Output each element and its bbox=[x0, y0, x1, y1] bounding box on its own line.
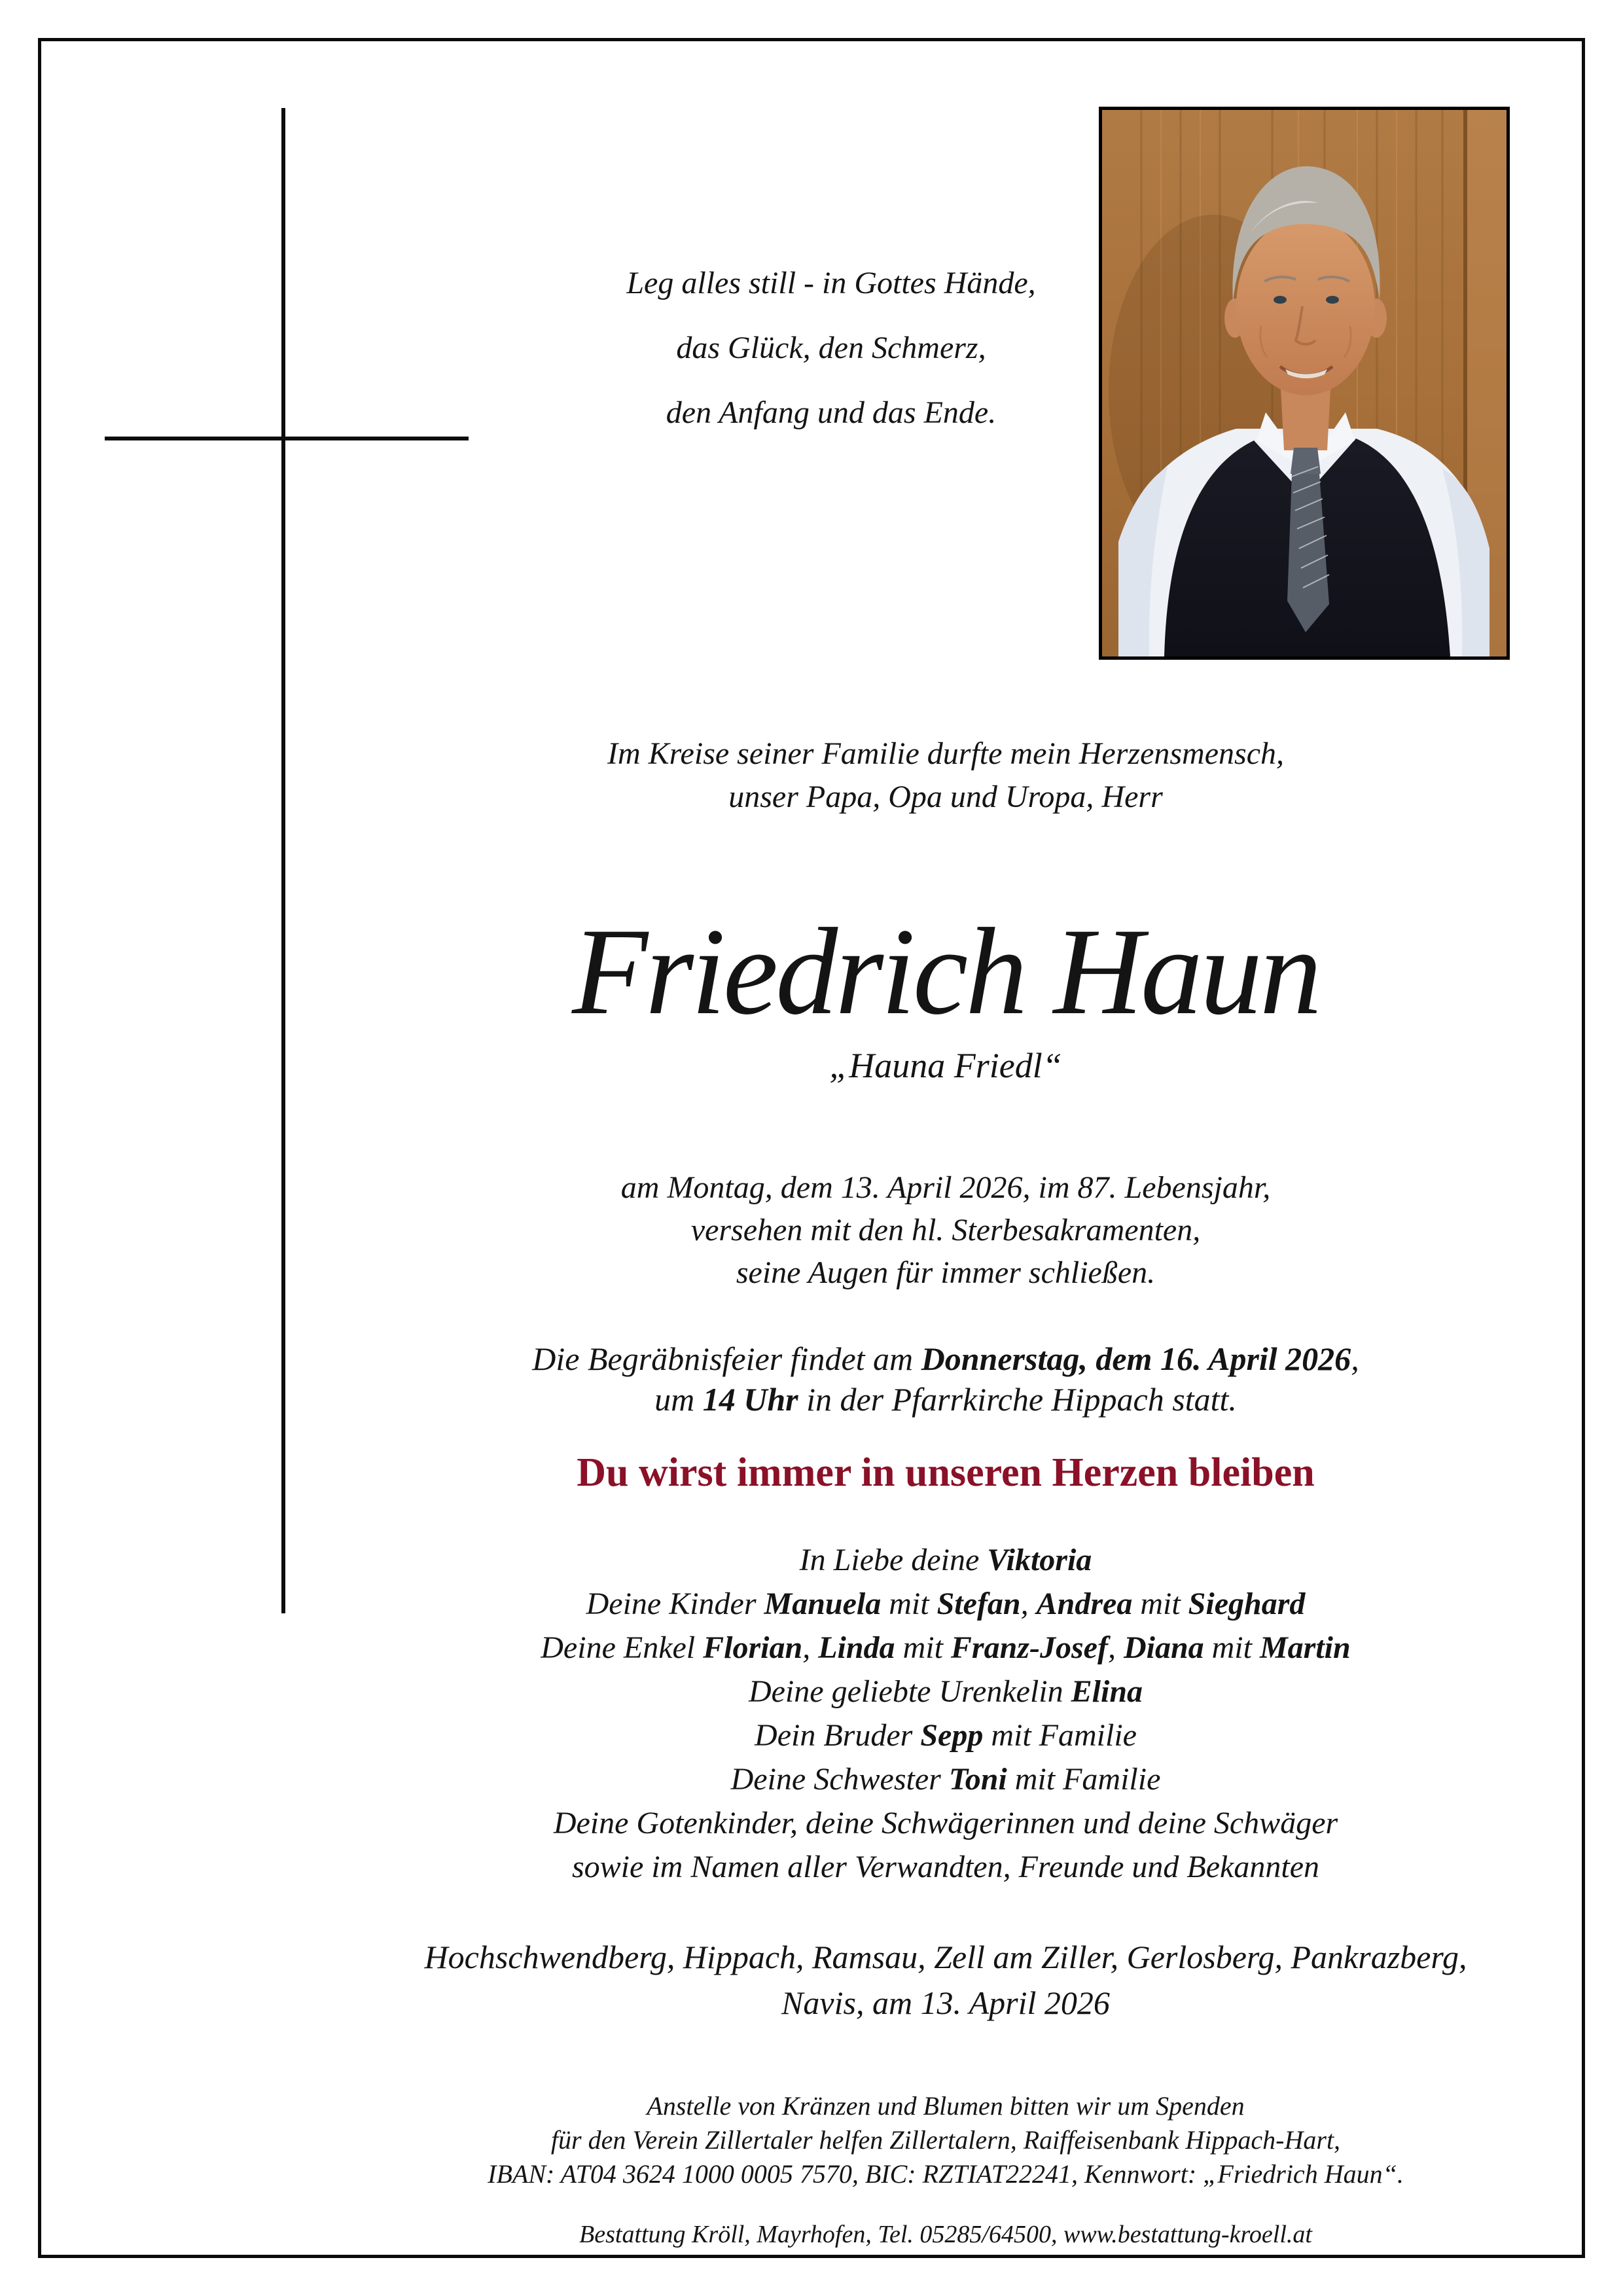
text-segment: in der Pfarrkirche Hippach statt. bbox=[798, 1381, 1237, 1418]
text-segment: mit bbox=[1204, 1630, 1260, 1665]
mourner-line bbox=[308, 1626, 1584, 1670]
intro-line: Im Kreise seiner Familie durfte mein Herzensmensch, bbox=[607, 736, 1284, 771]
text-segment: um bbox=[654, 1381, 703, 1418]
mourning-cross-horizontal bbox=[105, 437, 469, 440]
text-segment: , bbox=[802, 1630, 819, 1665]
poem-line: Leg alles still - in Gottes Hände, bbox=[626, 266, 1036, 300]
emphasized-name: Linda bbox=[818, 1630, 895, 1665]
donation-line: für den Verein Zillertaler helfen Zillertalern, Raiffeisenbank Hippach-Hart, bbox=[550, 2125, 1341, 2155]
deceased-nickname: „Hauna Friedl“ bbox=[829, 1046, 1062, 1085]
emphasized-name: Sieghard bbox=[1188, 1587, 1306, 1621]
portrait-illustration bbox=[1102, 110, 1507, 656]
death-line: am Montag, dem 13. April 2026, im 87. Lebensjahr, bbox=[620, 1170, 1271, 1205]
emphasized-name: Elina bbox=[1071, 1674, 1143, 1709]
text-segment: Deine Enkel bbox=[541, 1630, 704, 1665]
emphasized-name: Toni bbox=[948, 1762, 1007, 1797]
death-line: seine Augen für immer schließen. bbox=[736, 1255, 1156, 1290]
emphasized-name: 14 Uhr bbox=[702, 1381, 798, 1418]
mourner-line bbox=[308, 1538, 1584, 1582]
death-notice-block bbox=[308, 1166, 1584, 1294]
portrait-photo bbox=[1099, 107, 1510, 660]
mourners-block bbox=[308, 1538, 1584, 1889]
text-segment: Die Begräbnisfeier findet am bbox=[532, 1340, 921, 1377]
text-segment: Deine Gotenkinder, deine Schwägerinnen und deine Schwäger bbox=[553, 1806, 1338, 1840]
donation-line: IBAN: AT04 3624 1000 0005 7570, BIC: RZTIAT22241, Kennwort: „Friedrich Haun“. bbox=[488, 2159, 1404, 2189]
donation-line: Anstelle von Kränzen und Blumen bitten wir um Spenden bbox=[647, 2091, 1245, 2121]
text-segment: Deine geliebte Urenkelin bbox=[748, 1674, 1071, 1709]
emphasized-name: Stefan bbox=[936, 1587, 1021, 1621]
emphasized-name: Franz-Josef bbox=[950, 1630, 1108, 1665]
text-segment: mit Familie bbox=[983, 1718, 1137, 1753]
remembrance-line: Du wirst immer in unseren Herzen bleiben bbox=[577, 1450, 1315, 1495]
poem-line: den Anfang und das Ende. bbox=[666, 395, 997, 430]
text-segment: Deine Schwester bbox=[730, 1762, 949, 1797]
emphasized-name: Sepp bbox=[920, 1718, 984, 1753]
mourner-line bbox=[308, 1801, 1584, 1845]
text-segment: Dein Bruder bbox=[755, 1718, 921, 1753]
text-segment: Deine Kinder bbox=[586, 1587, 764, 1621]
donation-block bbox=[308, 2089, 1584, 2191]
funeral-info-block bbox=[308, 1338, 1584, 1420]
mourner-line bbox=[308, 1582, 1584, 1626]
emphasized-name: Martin bbox=[1259, 1630, 1351, 1665]
text-segment: mit Familie bbox=[1007, 1762, 1161, 1797]
funeral-line bbox=[308, 1379, 1584, 1420]
intro-line: unser Papa, Opa und Uropa, Herr bbox=[728, 780, 1163, 814]
text-segment: mit bbox=[881, 1587, 937, 1621]
deceased-name: Friedrich Haun bbox=[572, 903, 1319, 1041]
emphasized-name: Viktoria bbox=[987, 1543, 1092, 1577]
text-segment: , bbox=[1107, 1630, 1124, 1665]
text-segment: mit bbox=[895, 1630, 951, 1665]
places-date-block bbox=[308, 1934, 1584, 2026]
places-line: Hochschwendberg, Hippach, Ramsau, Zell am Ziller, Gerlosberg, Pankrazberg, bbox=[424, 1939, 1467, 1975]
funeral-line bbox=[308, 1338, 1584, 1379]
intro-block bbox=[308, 732, 1584, 819]
emphasized-name: Florian bbox=[703, 1630, 803, 1665]
death-line: versehen mit den hl. Sterbesakramenten, bbox=[690, 1213, 1201, 1247]
mourning-cross-vertical bbox=[281, 108, 285, 1613]
text-segment: mit bbox=[1132, 1587, 1188, 1621]
emphasized-name: Diana bbox=[1123, 1630, 1204, 1665]
emphasized-name: Donnerstag, dem 16. April 2026 bbox=[921, 1340, 1351, 1377]
mourner-line bbox=[308, 1670, 1584, 1713]
mourner-line bbox=[308, 1845, 1584, 1889]
funeral-home-footer: Bestattung Kröll, Mayrhofen, Tel. 05285/64500, www.bestattung-kroell.at bbox=[579, 2221, 1312, 2248]
text-segment: , bbox=[1020, 1587, 1037, 1621]
mourner-line bbox=[308, 1713, 1584, 1757]
poem-block bbox=[517, 251, 1145, 445]
mourner-line bbox=[308, 1757, 1584, 1801]
poem-line: das Glück, den Schmerz, bbox=[676, 331, 986, 365]
text-segment: sowie im Namen aller Verwandten, Freunde und Bekannten bbox=[571, 1850, 1319, 1884]
places-line: Navis, am 13. April 2026 bbox=[781, 1984, 1110, 2021]
text-segment: In Liebe deine bbox=[799, 1543, 988, 1577]
text-segment: , bbox=[1351, 1340, 1359, 1377]
emphasized-name: Manuela bbox=[764, 1587, 882, 1621]
emphasized-name: Andrea bbox=[1036, 1587, 1133, 1621]
